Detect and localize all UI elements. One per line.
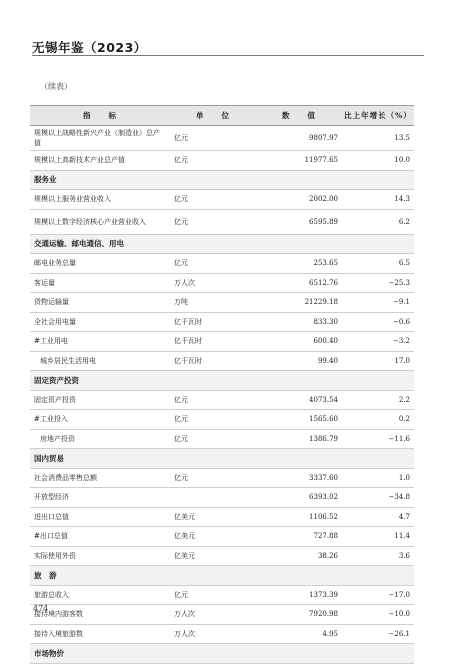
unit-cell: 亿元 xyxy=(170,390,256,410)
table-row xyxy=(30,126,414,151)
growth-cell: −26.1 xyxy=(342,624,414,644)
unit-cell: 亿元 xyxy=(170,151,256,171)
unit-cell: 亿元 xyxy=(170,468,256,488)
growth-cell: 6.5 xyxy=(342,254,414,274)
table-row xyxy=(30,209,414,234)
value-cell: 1106.52 xyxy=(256,507,342,527)
unit-cell: 亿元 xyxy=(170,190,256,210)
table-row xyxy=(30,293,414,313)
section-title: 固定资产投资 xyxy=(30,371,414,391)
continued-table-note: （续表） xyxy=(40,82,72,91)
table-row xyxy=(30,254,414,274)
section-title: 服务业 xyxy=(30,170,414,190)
indicator-cell: 开放型经济 xyxy=(30,488,170,508)
table-row xyxy=(30,507,414,527)
growth-cell: 1.0 xyxy=(342,468,414,488)
unit-cell: 亿千瓦时 xyxy=(170,351,256,371)
growth-cell: 2.2 xyxy=(342,390,414,410)
section-header-row xyxy=(30,170,414,190)
statistics-table xyxy=(30,105,414,664)
table-row xyxy=(30,410,414,430)
value-cell: 2002.00 xyxy=(256,190,342,210)
growth-cell: −34.8 xyxy=(342,488,414,508)
indicator-cell: 实际使用外资 xyxy=(30,546,170,566)
table-row xyxy=(30,429,414,449)
growth-cell: 0.2 xyxy=(342,410,414,430)
header-divider xyxy=(32,55,424,56)
indicator-cell: #工业投入 xyxy=(30,410,170,430)
growth-cell: 3.6 xyxy=(342,546,414,566)
value-cell: 99.40 xyxy=(256,351,342,371)
table-row xyxy=(30,546,414,566)
table-row xyxy=(30,190,414,210)
section-title: 市场物价 xyxy=(30,644,414,664)
value-cell: 6512.76 xyxy=(256,273,342,293)
indicator-cell: 邮电业务总量 xyxy=(30,254,170,274)
section-header-row xyxy=(30,371,414,391)
table-body xyxy=(30,126,414,664)
unit-cell: 亿元 xyxy=(170,410,256,430)
growth-cell: 11.4 xyxy=(342,527,414,547)
unit-cell: 万人次 xyxy=(170,605,256,625)
value-cell: 727.88 xyxy=(256,527,342,547)
indicator-cell: 规模以上高新技术产业总产值 xyxy=(30,151,170,171)
section-header-row xyxy=(30,644,414,664)
unit-cell: 万人次 xyxy=(170,273,256,293)
table-row xyxy=(30,605,414,625)
unit-cell: 万人次 xyxy=(170,624,256,644)
unit-cell: 亿美元 xyxy=(170,507,256,527)
value-cell: 1373.39 xyxy=(256,585,342,605)
table-header-row xyxy=(30,106,414,126)
indicator-cell: 社会消费品零售总额 xyxy=(30,468,170,488)
table-row xyxy=(30,624,414,644)
value-cell: 21229.18 xyxy=(256,293,342,313)
growth-cell: 10.0 xyxy=(342,151,414,171)
value-cell: 9807.97 xyxy=(256,126,342,151)
indicator-cell: 房地产投资 xyxy=(30,429,170,449)
section-title: 交通运输、邮电通信、用电 xyxy=(30,234,414,254)
section-header-row xyxy=(30,566,414,586)
unit-cell: 亿元 xyxy=(170,254,256,274)
value-cell: 600.40 xyxy=(256,332,342,352)
value-cell: 833.30 xyxy=(256,312,342,332)
growth-cell: −10.0 xyxy=(342,605,414,625)
unit-cell xyxy=(170,488,256,508)
section-title: 国内贸易 xyxy=(30,449,414,469)
unit-cell: 亿元 xyxy=(170,209,256,234)
growth-cell: 14.3 xyxy=(342,190,414,210)
growth-cell: −17.0 xyxy=(342,585,414,605)
growth-cell: −9.1 xyxy=(342,293,414,313)
section-header-row xyxy=(30,449,414,469)
indicator-cell: 规模以上数字经济核心产业营业收入 xyxy=(30,209,170,234)
column-header-indicator: 指 标 xyxy=(30,106,170,126)
growth-cell: 6.2 xyxy=(342,209,414,234)
value-cell: 1565.60 xyxy=(256,410,342,430)
growth-cell: 17.0 xyxy=(342,351,414,371)
indicator-cell: 进出口总值 xyxy=(30,507,170,527)
indicator-cell: 接待入境旅游数 xyxy=(30,624,170,644)
growth-cell: −25.3 xyxy=(342,273,414,293)
indicator-cell: 旅游总收入 xyxy=(30,585,170,605)
table-row xyxy=(30,312,414,332)
table-row xyxy=(30,332,414,352)
unit-cell: 万吨 xyxy=(170,293,256,313)
column-header-value: 数 值 xyxy=(256,106,342,126)
value-cell: 11977.65 xyxy=(256,151,342,171)
indicator-cell: 客运量 xyxy=(30,273,170,293)
table-row xyxy=(30,488,414,508)
growth-cell: 4.7 xyxy=(342,507,414,527)
unit-cell: 亿美元 xyxy=(170,527,256,547)
value-cell: 38.26 xyxy=(256,546,342,566)
value-cell: 253.65 xyxy=(256,254,342,274)
table-row xyxy=(30,273,414,293)
indicator-cell: 全社会用电量 xyxy=(30,312,170,332)
table-row xyxy=(30,351,414,371)
value-cell: 4.95 xyxy=(256,624,342,644)
column-header-unit: 单 位 xyxy=(170,106,256,126)
column-header-growth: 比上年增长（%） xyxy=(342,106,414,126)
value-cell: 3337.60 xyxy=(256,468,342,488)
indicator-cell: 规模以上战略性新兴产业（制造业）总产值 xyxy=(30,126,170,151)
table-row xyxy=(30,585,414,605)
unit-cell: 亿美元 xyxy=(170,546,256,566)
value-cell: 6595.89 xyxy=(256,209,342,234)
growth-cell: −11.6 xyxy=(342,429,414,449)
indicator-cell: #出口总值 xyxy=(30,527,170,547)
indicator-cell: 规模以上服务业营业收入 xyxy=(30,190,170,210)
value-cell: 4073.54 xyxy=(256,390,342,410)
indicator-cell: 货物运输量 xyxy=(30,293,170,313)
indicator-cell: 固定资产投资 xyxy=(30,390,170,410)
page-header-title: 无锡年鉴（2023） xyxy=(32,40,147,55)
unit-cell: 亿千瓦时 xyxy=(170,312,256,332)
table-row xyxy=(30,527,414,547)
growth-cell: −0.6 xyxy=(342,312,414,332)
indicator-cell: 接待境内游客数 xyxy=(30,605,170,625)
table-row xyxy=(30,151,414,171)
value-cell: 7920.98 xyxy=(256,605,342,625)
page-number: 474 xyxy=(33,604,49,613)
table-row xyxy=(30,390,414,410)
unit-cell: 亿元 xyxy=(170,429,256,449)
growth-cell: 13.5 xyxy=(342,126,414,151)
value-cell: 6393.02 xyxy=(256,488,342,508)
unit-cell: 亿元 xyxy=(170,126,256,151)
section-title: 旅 游 xyxy=(30,566,414,586)
unit-cell: 亿千瓦时 xyxy=(170,332,256,352)
value-cell: 1386.79 xyxy=(256,429,342,449)
indicator-cell: 城乡居民生活用电 xyxy=(30,351,170,371)
table-row xyxy=(30,468,414,488)
unit-cell: 亿元 xyxy=(170,585,256,605)
indicator-cell: #工业用电 xyxy=(30,332,170,352)
section-header-row xyxy=(30,234,414,254)
growth-cell: −3.2 xyxy=(342,332,414,352)
